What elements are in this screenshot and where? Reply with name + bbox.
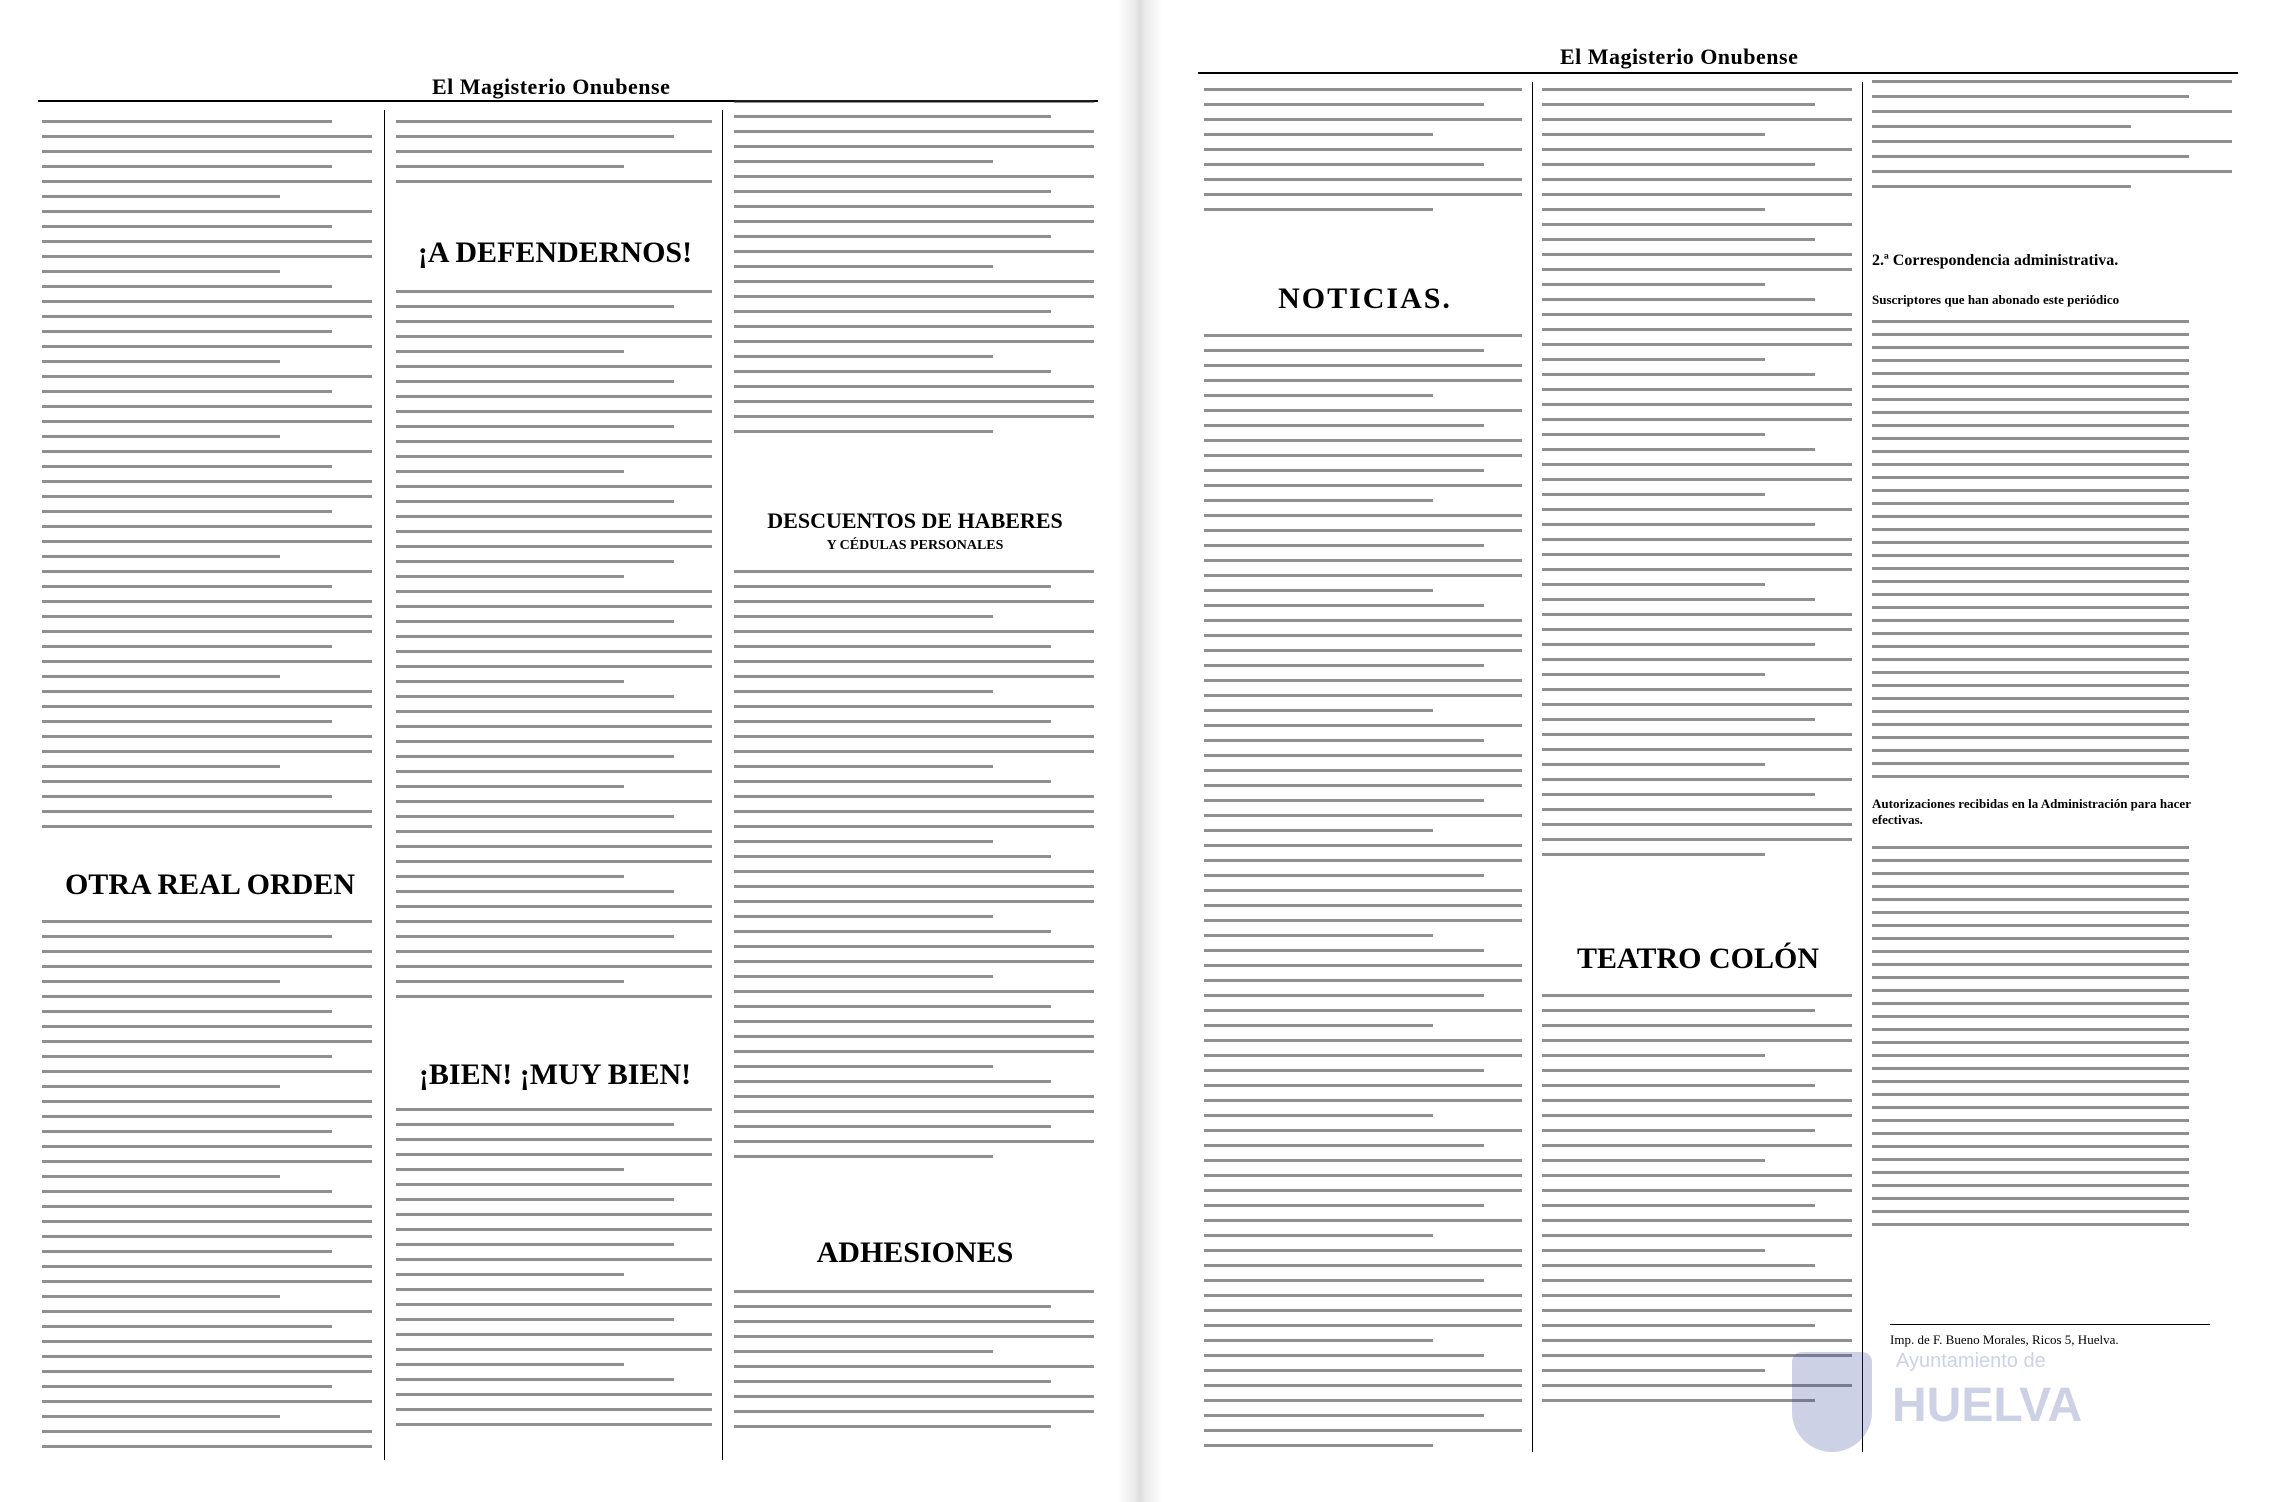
imprint: Imp. de F. Bueno Morales, Ricos 5, Huelva.	[1890, 1332, 2119, 1347]
left-page	[0, 0, 1130, 1502]
watermark	[1792, 1342, 2212, 1462]
heading-otra-real-orden: OTRA REAL ORDEN	[64, 868, 356, 901]
authorizations-list	[1872, 846, 2232, 1296]
heading-teatro-colon: TEATRO COLÓN	[1577, 942, 1819, 975]
heading-autorizaciones: Autorizaciones recibidas en la Administración para hacer efectivas.	[1872, 796, 2191, 827]
watermark-small-text: Ayuntamiento de	[1896, 1350, 2046, 1372]
right-col-1-top	[1204, 88, 1522, 268]
left-col-2-top	[396, 120, 712, 220]
heading-noticias: NOTICIAS.	[1278, 282, 1452, 315]
left-col-2-bottom	[396, 1108, 712, 1468]
subheading-cedulas: Y CÉDULAS PERSONALES	[826, 538, 1004, 553]
left-col-1-top	[42, 120, 372, 860]
imprint-rule	[1890, 1324, 2210, 1325]
heading-descuentos: DESCUENTOS DE HABERES	[767, 508, 1063, 533]
right-col-3-top	[1872, 80, 2232, 230]
masthead-rule	[1198, 72, 2238, 74]
heading-correspondencia: 2.ª Correspondencia administrativa.	[1872, 252, 2119, 269]
right-col-2-top	[1542, 88, 1852, 918]
left-masthead: El Magisterio Onubense	[432, 74, 671, 99]
column-divider	[722, 110, 723, 1460]
right-masthead: El Magisterio Onubense	[1560, 44, 1799, 69]
left-col-3-bottom	[734, 1290, 1094, 1460]
right-page	[1150, 0, 2272, 1502]
heading-suscriptores: Suscriptores que han abonado este periódico	[1872, 292, 2120, 307]
left-col-3-mid	[734, 570, 1094, 1190]
heading-adhesiones: ADHESIONES	[816, 1236, 1014, 1269]
left-col-1-bottom	[42, 920, 372, 1460]
left-col-2-mid	[396, 290, 712, 1030]
column-divider	[1862, 82, 1863, 1452]
column-divider	[384, 110, 385, 1460]
heading-bien: ¡BIEN! ¡MUY BIEN!	[418, 1058, 692, 1091]
coat-of-arms-icon	[1792, 1352, 1872, 1452]
left-col-3-top	[734, 100, 1094, 490]
right-col-1-body	[1204, 334, 1522, 1454]
column-divider	[1532, 82, 1533, 1452]
heading-defendernos: ¡A DEFENDERNOS!	[417, 236, 693, 269]
subscribers-list	[1872, 320, 2232, 780]
watermark-large-text: HUELVA	[1892, 1379, 2083, 1432]
